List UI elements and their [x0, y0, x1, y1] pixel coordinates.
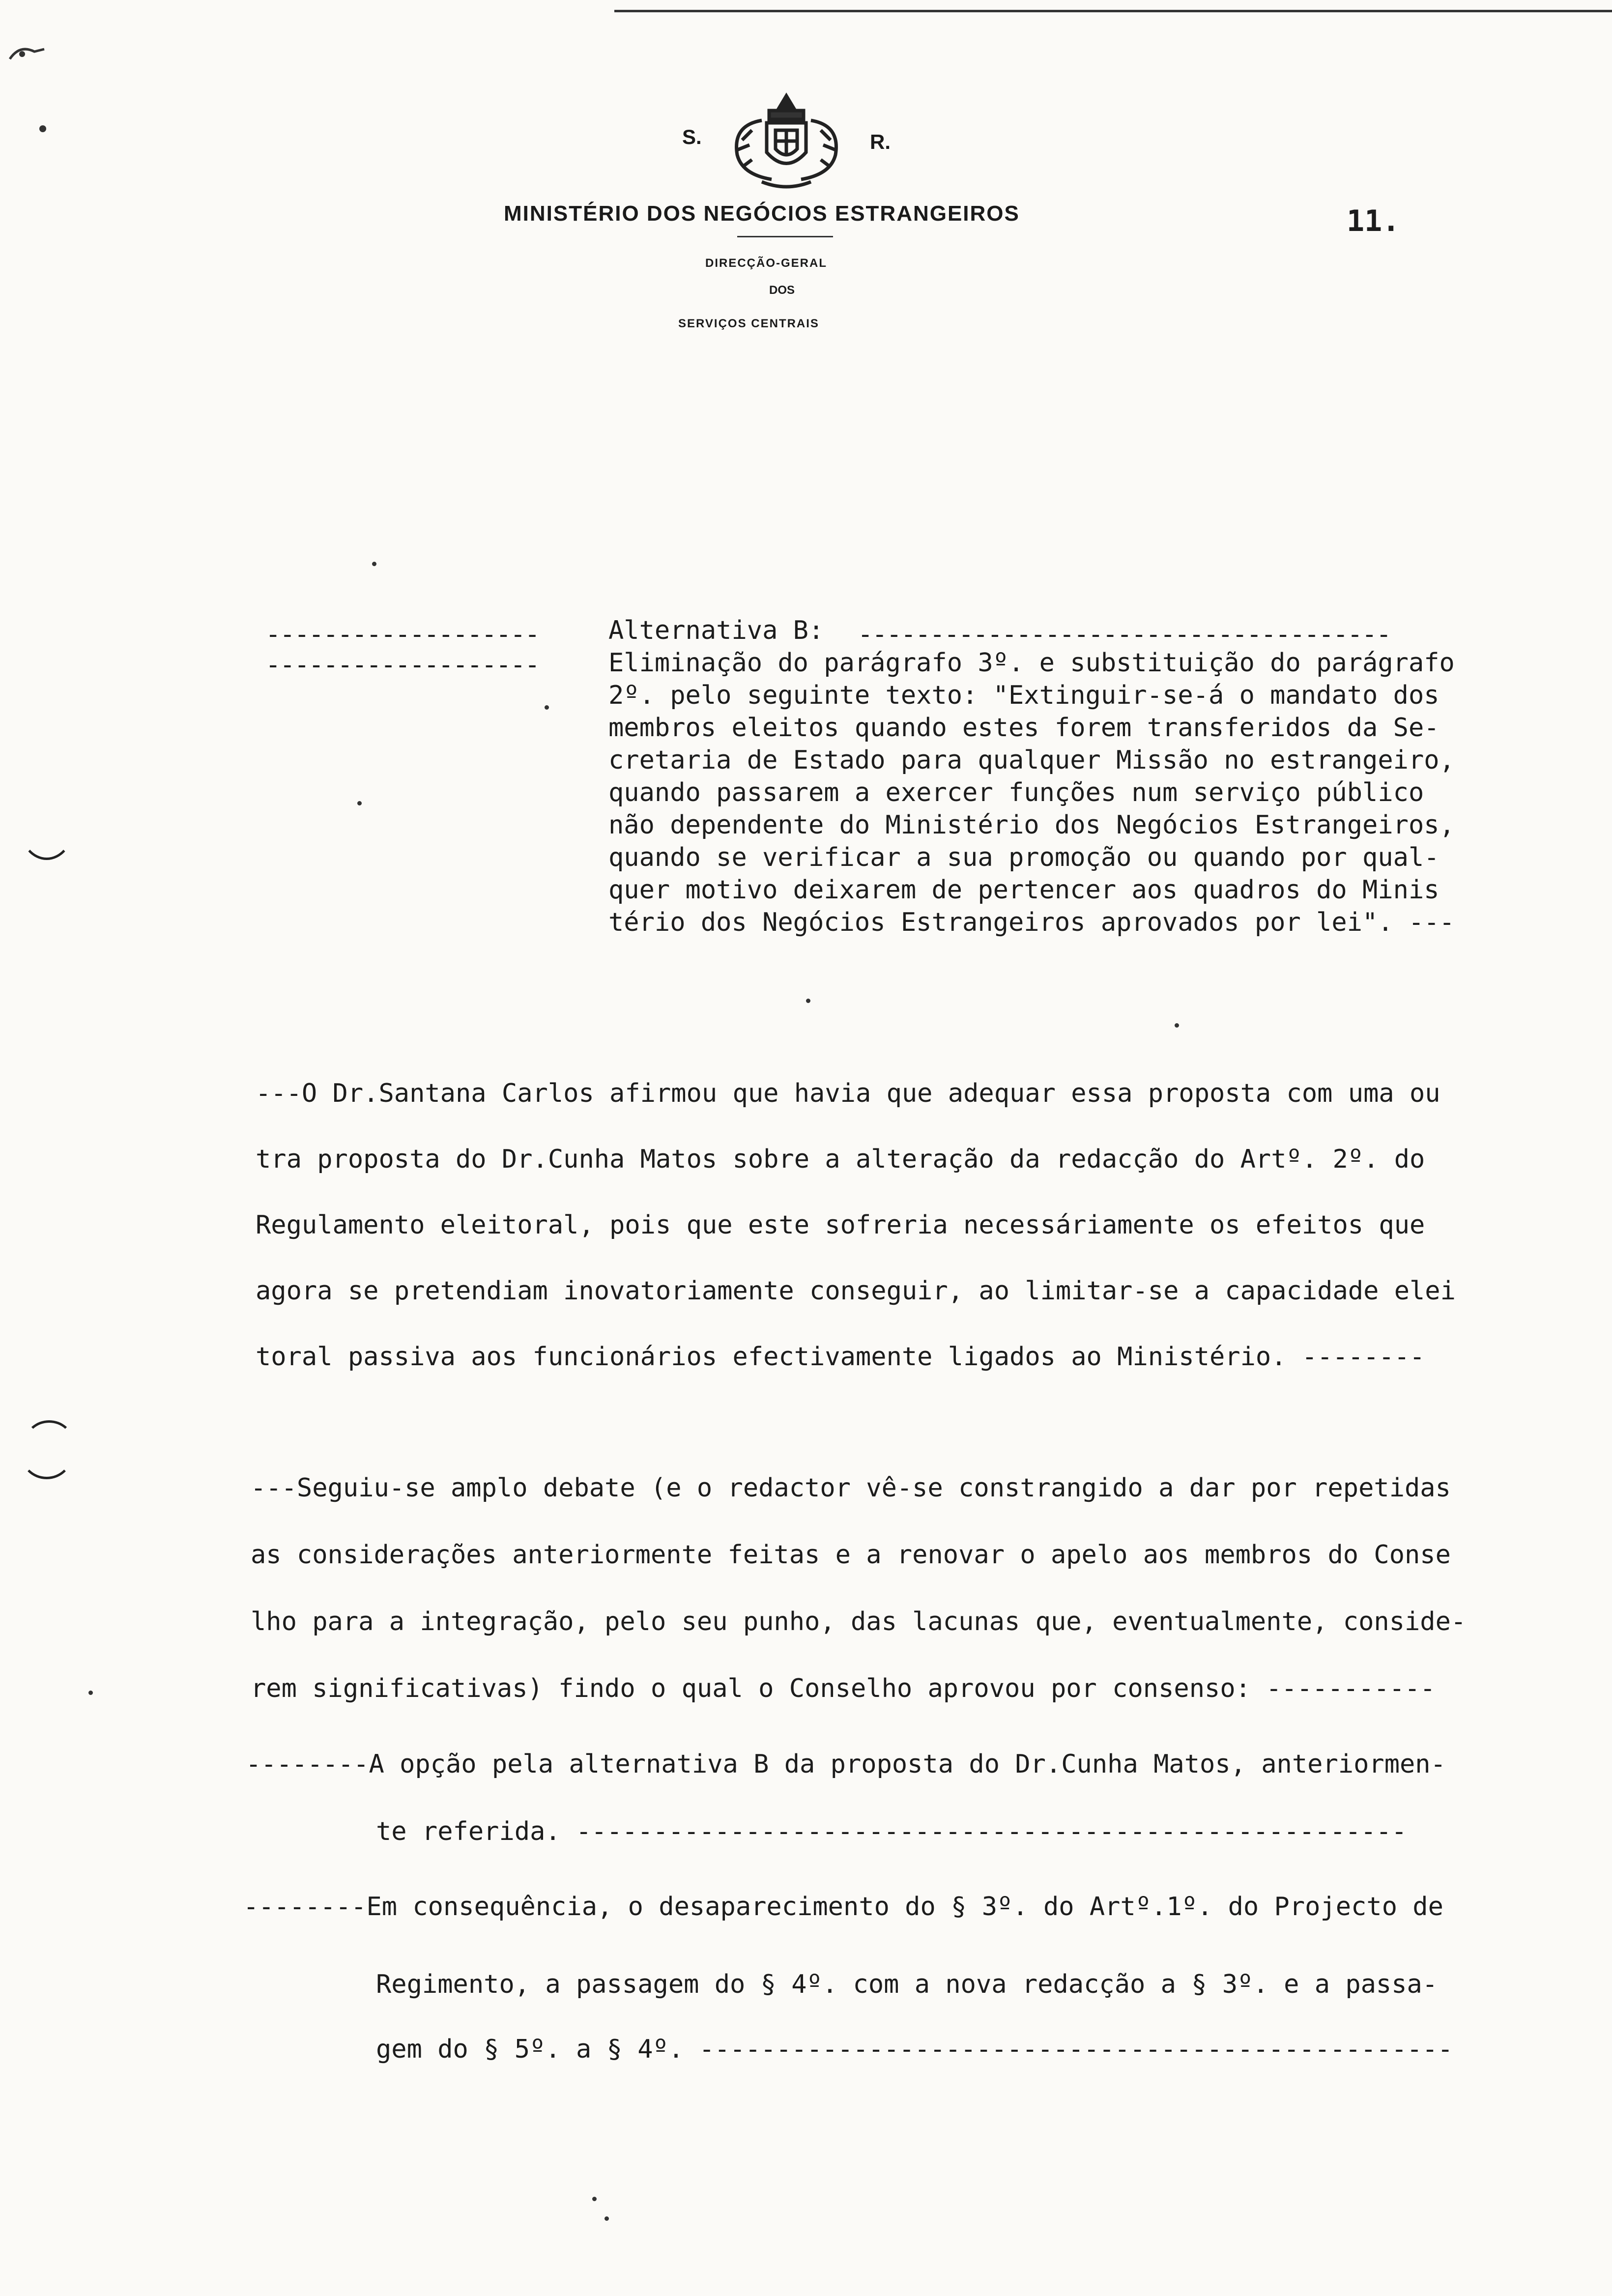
text-line: Eliminação do parágrafo 3º. e substituição do parágrafo [608, 648, 1455, 678]
decision-alternativa-b: --------A opção pela alternativa B da proposta do Dr.Cunha Matos, anteriormen- [246, 1750, 1446, 1779]
text-line: gem do § 5º. a § 4º. ------------------------------------------------- [376, 2035, 1453, 2064]
text-line: quando passarem a exercer funções num serviço público [608, 778, 1424, 807]
department-line-3: SERVIÇOS CENTRAIS [678, 317, 819, 330]
dash-leader: ------------------------------------- [858, 620, 1391, 649]
scan-top-edge [614, 10, 1612, 12]
dash-leader: ------------------- [265, 650, 539, 680]
ministry-name: MINISTÉRIO DOS NEGÓCIOS ESTRANGEIROS [504, 201, 1020, 226]
decision-alternativa-b-cont: te referida. ------------------------------------------------------ [376, 1817, 1407, 1846]
text-line: tra proposta do Dr.Cunha Matos sobre a alteração da redacção do Artº. 2º. do [256, 1145, 1425, 1174]
paragraph-santana-carlos [256, 1061, 1456, 1390]
text-line: ---O Dr.Santana Carlos afirmou que havia que adequar essa proposta com uma ou [256, 1079, 1440, 1108]
department-line-2: DOS [769, 284, 795, 297]
speck [806, 999, 810, 1003]
ministry-underline [737, 236, 833, 237]
coat-of-arms [722, 86, 850, 194]
text-line: membros eleitos quando estes forem transferidos da Se- [608, 713, 1439, 743]
department-line-1: DIRECÇÃO-GERAL [705, 257, 827, 270]
text-line: ---Seguiu-se amplo debate (e o redactor vê-se constrangido a dar por repetidas [251, 1473, 1451, 1503]
text-line: quando se verificar a sua promoção ou quando por qual- [608, 843, 1439, 872]
speck [604, 2216, 609, 2221]
text-line: cretaria de Estado para qualquer Missão no estrangeiro, [608, 746, 1455, 775]
page-number: 11. [1347, 204, 1400, 238]
paragraph-debate [251, 1455, 1466, 1722]
text-line: não dependente do Ministério dos Negócios Estrangeiros, [608, 810, 1455, 840]
letterhead-left-initial: S. [682, 125, 702, 148]
speck [592, 2197, 597, 2201]
speck [1175, 1023, 1179, 1028]
decision-consequencia: --------Em consequência, o desaparecimento do § 3º. do Artº.1º. do Projecto de [243, 1892, 1443, 1922]
letterhead-right-initial: R. [870, 130, 891, 153]
text-line: toral passiva aos funcionários efectivamente ligados ao Ministério. -------- [256, 1342, 1425, 1372]
speck [372, 562, 376, 566]
text-line: Regulamento eleitoral, pois que este sofreria necessáriamente os efeitos que [256, 1210, 1425, 1240]
margin-dot [39, 125, 46, 132]
text-line: Regimento, a passagem do § 4º. com a nova redacção a § 3º. e a passa- [376, 1970, 1438, 1999]
text-line: as considerações anteriormente feitas e a renovar o apelo aos membros do Conse [251, 1540, 1451, 1570]
hole-punch-mark [20, 796, 74, 860]
text-line: quer motivo deixarem de pertencer aos quadros do Minis [608, 875, 1439, 905]
text-line: agora se pretendiam inovatoriamente conseguir, ao limitar-se a capacidade elei [256, 1276, 1456, 1306]
text-line: 2º. pelo seguinte texto: "Extinguir-se-á o mandato dos [608, 681, 1439, 710]
margin-smudge [5, 34, 49, 69]
hole-punch-mark [20, 1425, 74, 1479]
speck [357, 801, 362, 805]
speck [88, 1691, 93, 1695]
text-line: lho para a integração, pelo seu punho, das lacunas que, eventualmente, conside- [251, 1607, 1467, 1636]
speck [545, 705, 549, 710]
decision-consequencia-cont [376, 1952, 1453, 2082]
text-line: tério dos Negócios Estrangeiros aprovados por lei". --- [608, 908, 1455, 937]
alternativa-heading: Alternativa B: [608, 616, 824, 645]
dash-leader: ------------------- [265, 620, 539, 649]
text-line: rem significativas) findo o qual o Conselho aprovou por consenso: ----------- [251, 1674, 1436, 1703]
alternativa-text [608, 647, 1455, 939]
